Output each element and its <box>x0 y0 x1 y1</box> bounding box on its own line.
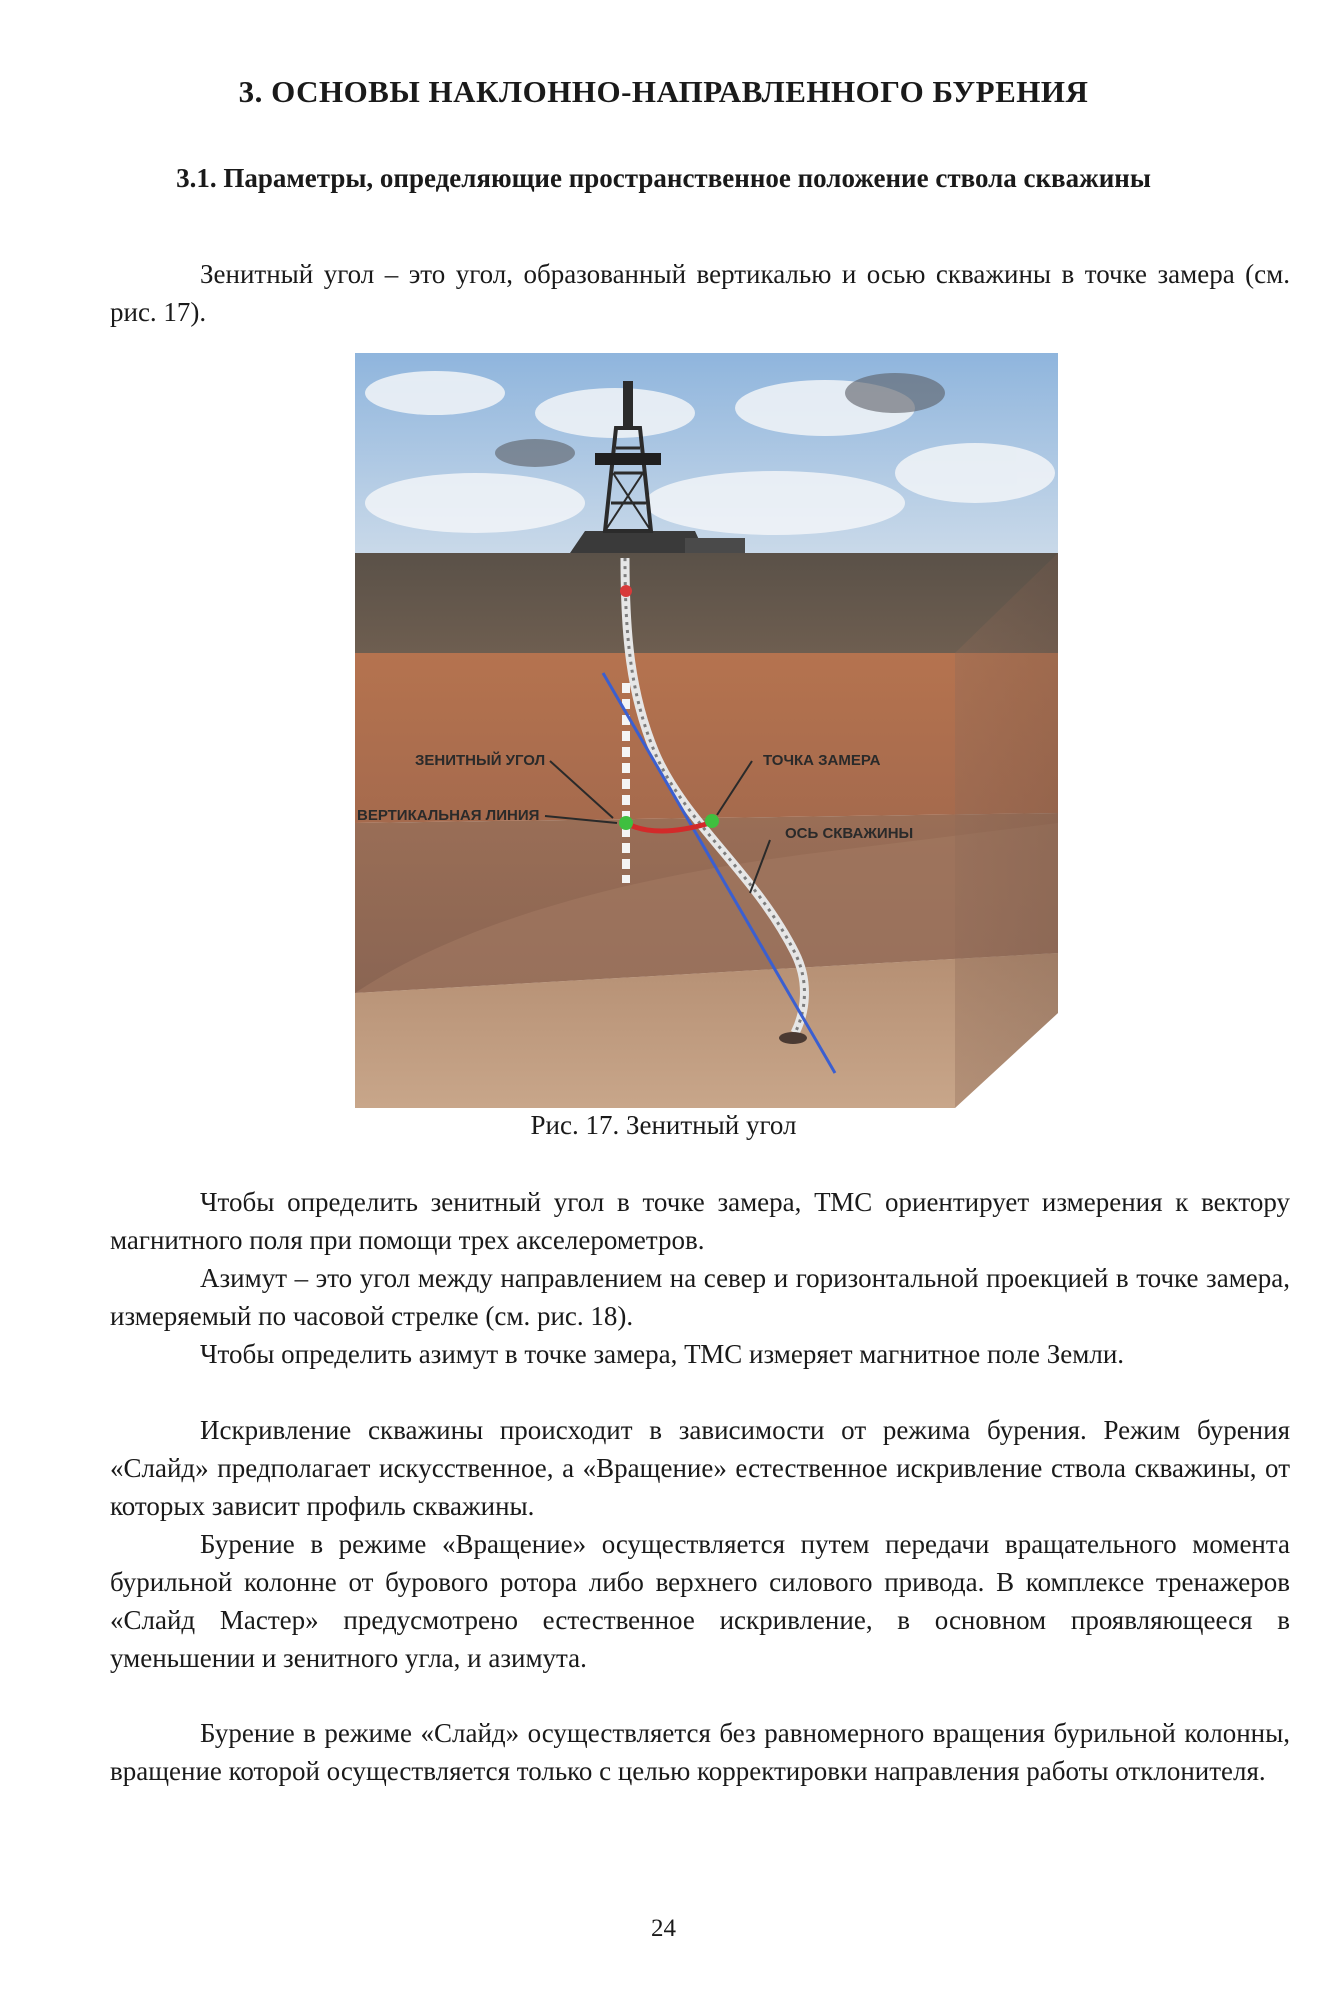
page-number: 24 <box>651 1915 676 1942</box>
paragraph-2 <box>110 1259 1290 1335</box>
surface-marker <box>620 585 632 597</box>
paragraph-2-text: Азимут – это угол между направлением на север и горизонтальной проекцией в точке замера, измеряемый по часовой стрелке (см. рис. 18). <box>110 1263 1290 1331</box>
measure-point-marker <box>705 814 719 828</box>
figure-zenith-angle <box>355 353 1058 1108</box>
clay-layer <box>355 653 1058 823</box>
label-well-axis: ОСЬ СКВАЖИНЫ <box>785 825 914 842</box>
paragraph-5 <box>110 1525 1290 1677</box>
paragraph-1 <box>110 1183 1290 1259</box>
topsoil-layer <box>355 553 1058 653</box>
label-zenith-angle: ЗЕНИТНЫЙ УГОЛ <box>415 752 546 769</box>
label-measure-point: ТОЧКА ЗАМЕРА <box>763 752 881 769</box>
paragraph-3 <box>110 1335 1290 1373</box>
paragraph-4 <box>110 1411 1290 1525</box>
paragraph-3-text: Чтобы определить азимут в точке замера, ТМС измеряет магнитное поле Земли. <box>200 1339 1125 1369</box>
figure-caption: Рис. 17. Зенитный угол <box>530 1110 797 1140</box>
paragraph-6 <box>110 1714 1290 1790</box>
section-title: 3.1. Параметры, определяющие пространственное положение ствола скважины <box>176 163 1151 193</box>
chapter-title: 3. ОСНОВЫ НАКЛОННО-НАПРАВЛЕННОГО БУРЕНИЯ <box>238 74 1089 109</box>
paragraph-1-text: Чтобы определить зенитный угол в точке замера, ТМС ориентирует измерения к вектору магнитного поля при помощи трех акселерометров. <box>110 1187 1290 1255</box>
well-diagram-illustration <box>355 353 1058 1108</box>
label-vertical-line: ВЕРТИКАЛЬНАЯ ЛИНИЯ <box>357 807 540 824</box>
paragraph-5-text: Бурение в режиме «Вращение» осуществляется путем передачи вращательного момента бурильной колонне от бурового ротора либо верхнего силового привода. В комплексе тренажеров «Слайд Мастер» предусмотрено естественное искривление, в основном проявляющееся в уменьшении и зенитного угла, и азимута. <box>110 1529 1290 1673</box>
paragraph-6-text: Бурение в режиме «Слайд» осуществляется без равномерного вращения бурильной колонны, вращение которой осуществляется только с целью корректировки направления работы отклонителя. <box>110 1718 1290 1786</box>
paragraph-4-text: Искривление скважины происходит в зависимости от режима бурения. Режим бурения «Слайд» предполагает искусственное, а «Вращение» естественное искривление ствола скважины, от которых зависит профиль скважины. <box>110 1415 1290 1521</box>
intro-paragraph <box>110 255 1290 331</box>
intro-text: Зенитный угол – это угол, образованный вертикалью и осью скважины в точке замера (см. рис. 17). <box>110 259 1290 327</box>
